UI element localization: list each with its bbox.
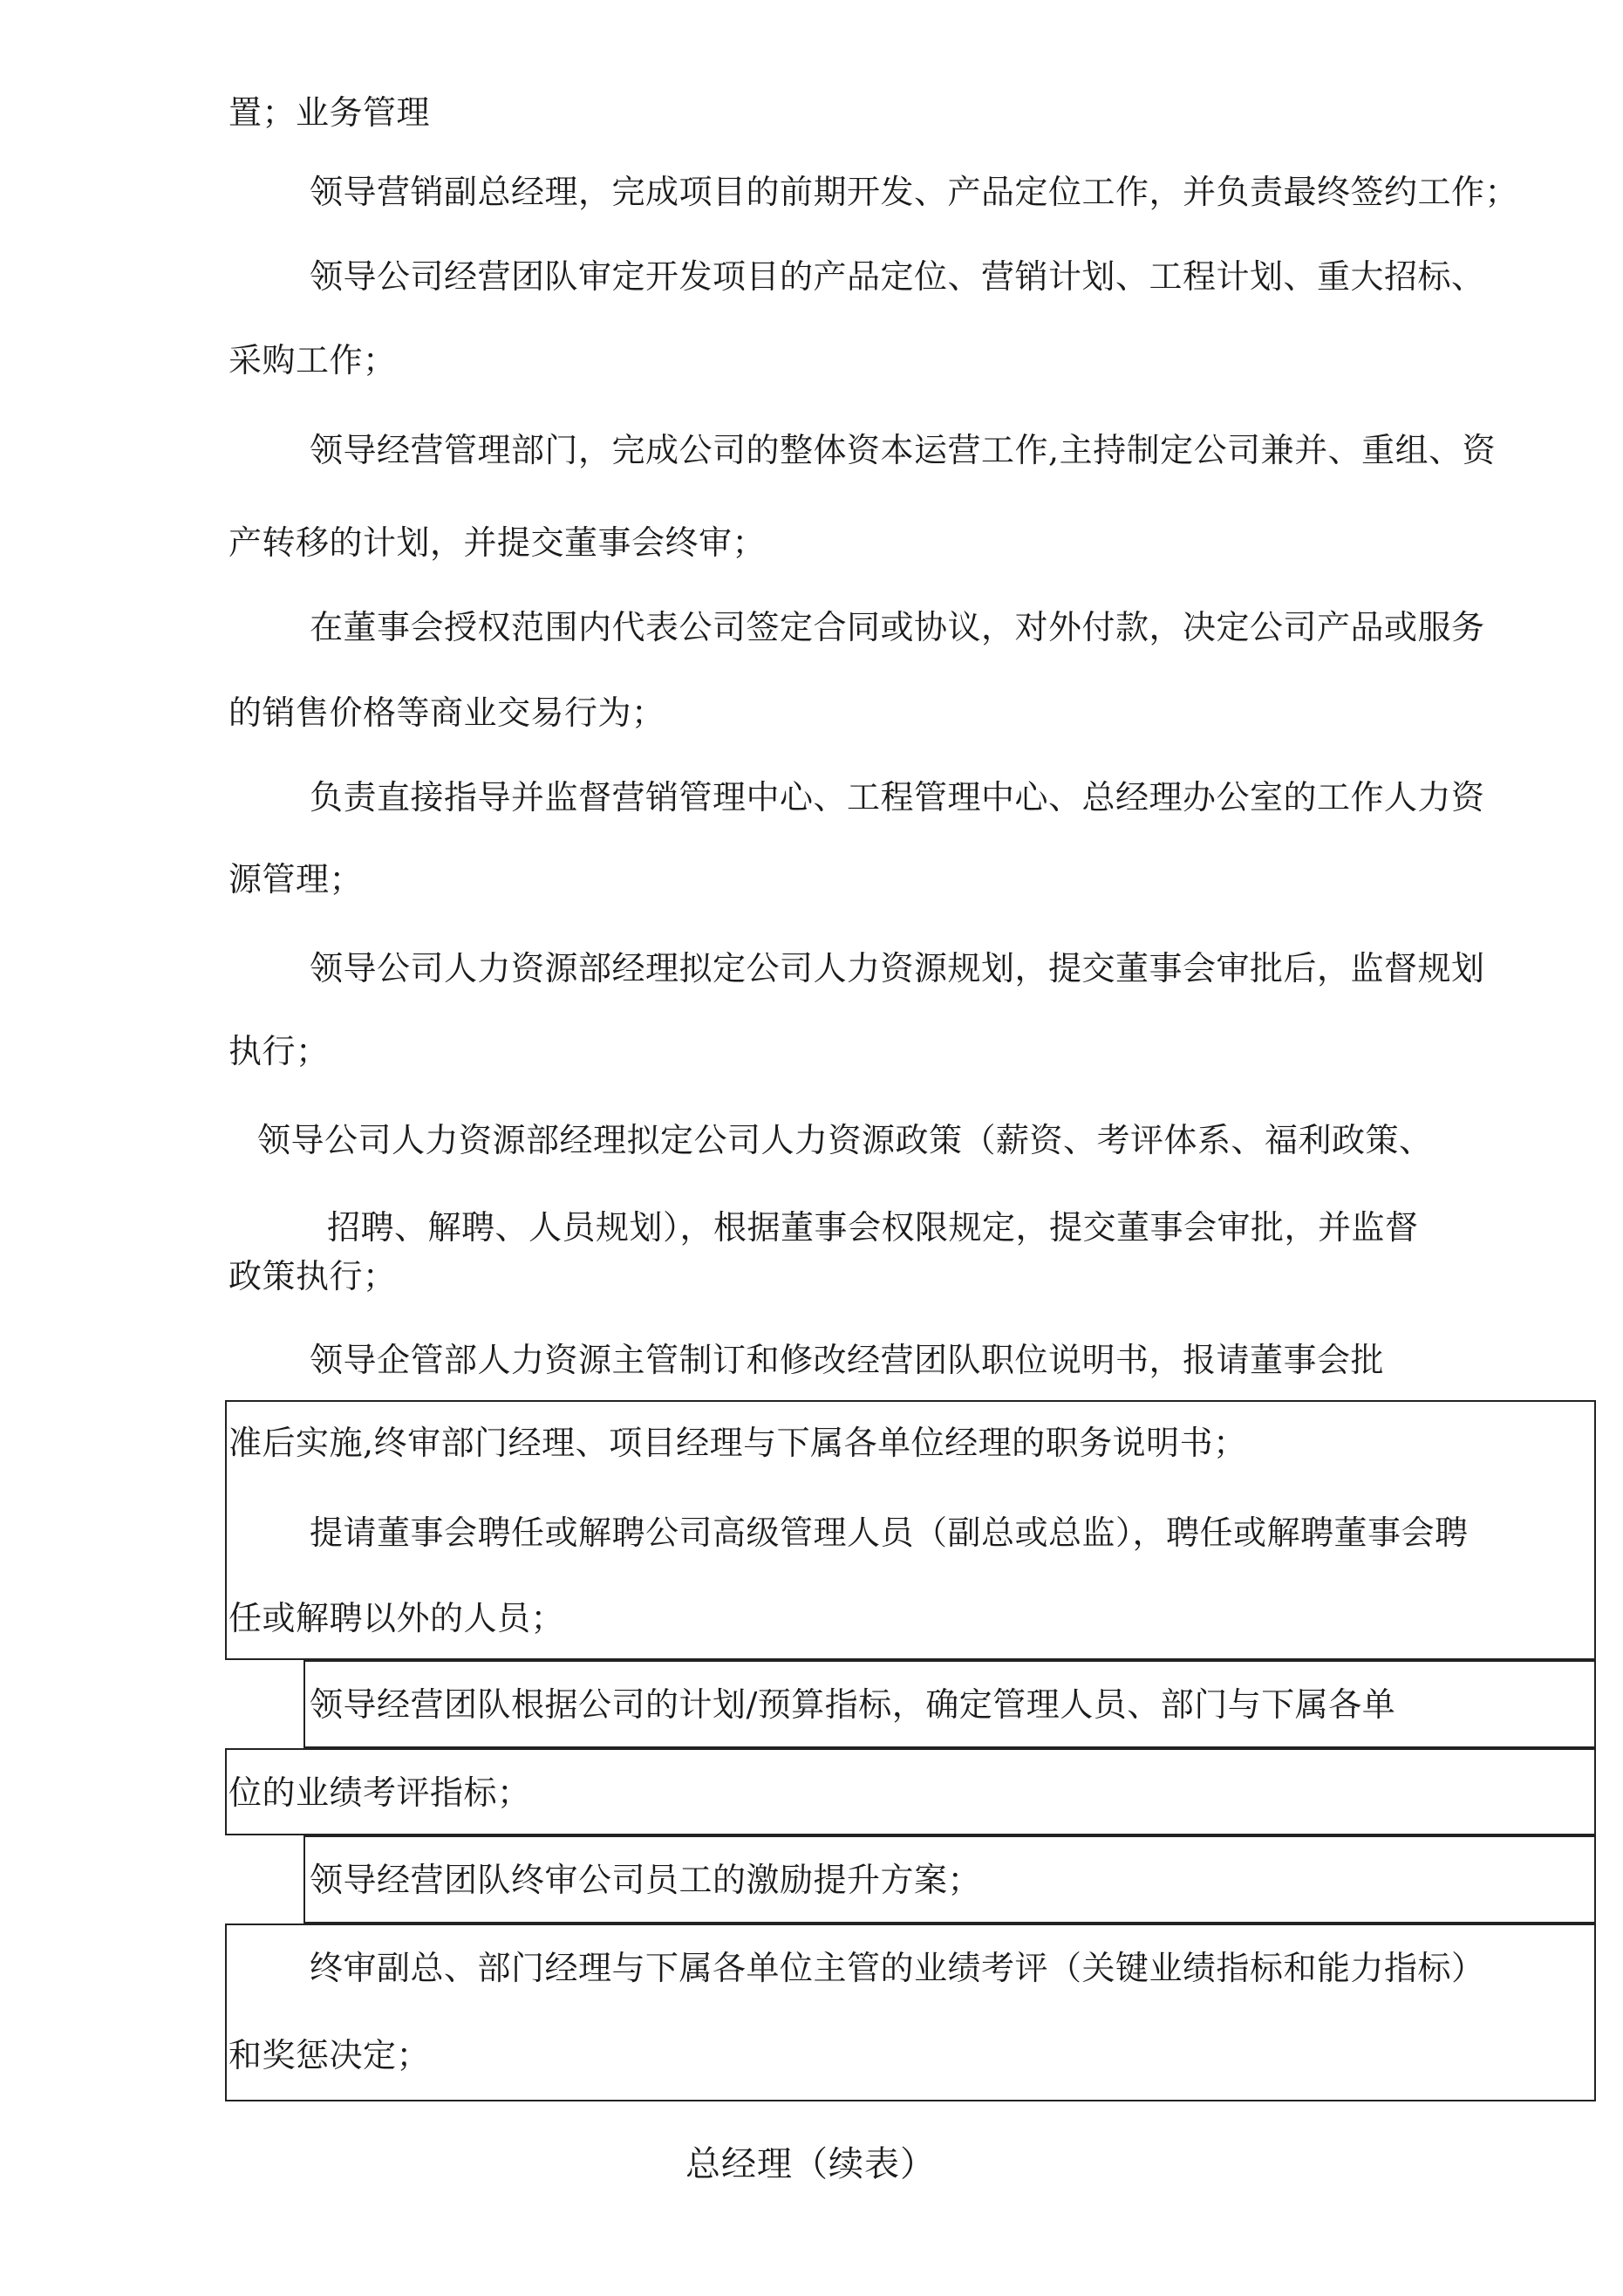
text-line-20: 领导经营团队根据公司的计划/预算指标，确定管理人员、部门与下属各单 xyxy=(310,1685,1396,1724)
text-line-18: 提请董事会聘任或解聘公司高级管理人员（副总或总监），聘任或解聘董事会聘 xyxy=(310,1514,1469,1552)
text-line-22: 领导经营团队终审公司员工的激励提升方案； xyxy=(310,1861,982,1899)
text-line-14: 招聘、解聘、人员规划），根据董事会权限规定，提交董事会审批，并监督 xyxy=(327,1208,1419,1247)
text-line-19: 任或解聘以外的人员； xyxy=(228,1599,565,1637)
text-line-5: 领导经营管理部门，完成公司的整体资本运营工作,主持制定公司兼并、重组、资 xyxy=(310,431,1497,469)
text-line-17: 准后实施,终审部门经理、项目经理与下属各单位经理的职务说明书； xyxy=(228,1424,1247,1462)
text-line-9: 负责直接指导并监督营销管理中心、工程管理中心、总经理办公室的工作人力资 xyxy=(310,778,1485,817)
table-caption: 总经理（续表） xyxy=(685,2144,936,2184)
text-line-8: 的销售价格等商业交易行为； xyxy=(228,694,665,732)
text-line-10: 源管理； xyxy=(228,860,364,899)
text-line-24: 和奖惩决定； xyxy=(228,2036,431,2074)
text-line-4: 采购工作； xyxy=(228,341,397,379)
text-line-1: 置；业务管理 xyxy=(228,93,431,132)
text-line-16: 领导企管部人力资源主管制订和修改经营团队职位说明书，报请董事会批 xyxy=(310,1341,1385,1379)
text-line-21: 位的业绩考评指标； xyxy=(228,1773,531,1812)
text-line-12: 执行； xyxy=(228,1032,330,1070)
text-line-15: 政策执行； xyxy=(228,1257,397,1295)
text-line-2: 领导营销副总经理，完成项目的前期开发、产品定位工作，并负责最终签约工作； xyxy=(310,173,1519,211)
text-line-11: 领导公司人力资源部经理拟定公司人力资源规划，提交董事会审批后，监督规划 xyxy=(310,949,1485,987)
text-line-13: 领导公司人力资源部经理拟定公司人力资源政策（薪资、考评体系、福利政策、 xyxy=(257,1121,1433,1159)
text-line-7: 在董事会授权范围内代表公司签定合同或协议，对外付款，决定公司产品或服务 xyxy=(310,608,1485,646)
text-line-23: 终审副总、部门经理与下属各单位主管的业绩考评（关键业绩指标和能力指标） xyxy=(310,1949,1485,1987)
text-line-6: 产转移的计划，并提交董事会终审； xyxy=(228,523,767,562)
text-line-3: 领导公司经营团队审定开发项目的产品定位、营销计划、工程计划、重大招标、 xyxy=(310,257,1485,296)
